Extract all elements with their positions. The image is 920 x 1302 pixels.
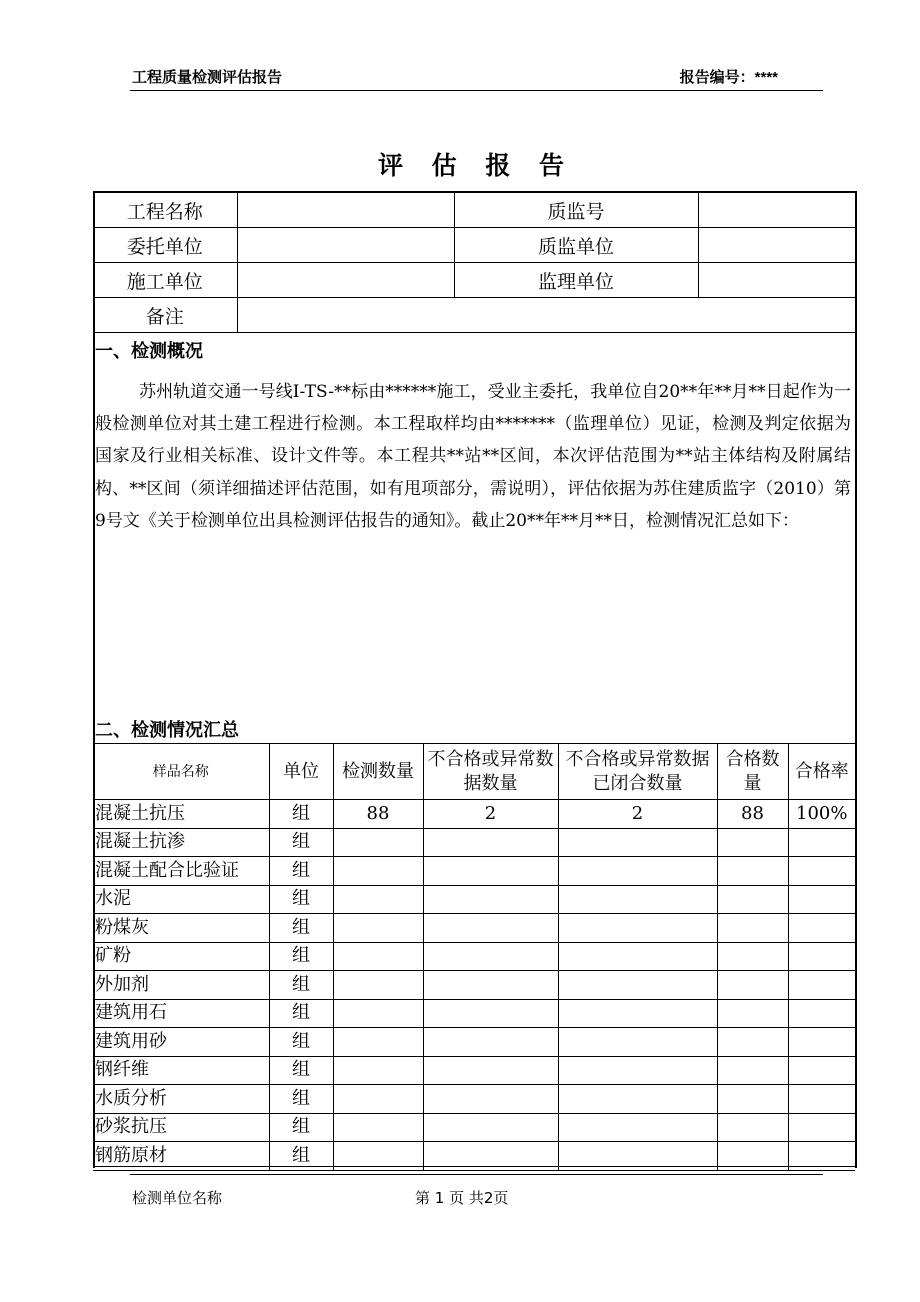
header-title: 工程质量检测评估报告 (132, 69, 283, 86)
cell-qualified (717, 999, 788, 1028)
info-label: 工程名称 (93, 193, 237, 228)
cell-closed (558, 914, 717, 943)
cell-tested (333, 971, 423, 1000)
cell-unit: 组 (269, 857, 333, 886)
cell-abnormal: 2 (423, 800, 558, 829)
info-label: 质监号 (454, 193, 698, 228)
cell-closed (558, 885, 717, 914)
cell-tested (333, 1142, 423, 1171)
cell-unit: 组 (269, 800, 333, 829)
column-header: 样品名称 (93, 744, 269, 800)
cell-rate (788, 1085, 855, 1114)
cell-unit: 组 (269, 828, 333, 857)
table-row (93, 942, 855, 971)
cell-abnormal (423, 1085, 558, 1114)
cell-qualified (717, 885, 788, 914)
cell-rate (788, 1056, 855, 1085)
cell-closed: 2 (558, 800, 717, 829)
cell-qualified (717, 1113, 788, 1142)
page-footer (130, 1174, 823, 1207)
cell-tested (333, 914, 423, 943)
cell-closed (558, 1085, 717, 1114)
cell-abnormal (423, 1056, 558, 1085)
report-number: 报告编号：**** (679, 69, 778, 86)
cell-qualified (717, 1028, 788, 1057)
info-row (93, 263, 855, 298)
client-value (237, 228, 454, 263)
cell-tested (333, 1085, 423, 1114)
info-row (93, 298, 855, 333)
cell-abnormal (423, 857, 558, 886)
cell-name: 砂浆抗压 (93, 1113, 269, 1142)
cell-name: 钢筋原材 (93, 1142, 269, 1171)
cell-abnormal (423, 942, 558, 971)
table-row (93, 800, 855, 829)
table-row (93, 857, 855, 886)
cell-closed (558, 1113, 717, 1142)
cell-unit: 组 (269, 1085, 333, 1114)
cell-abnormal (423, 1028, 558, 1057)
cell-abnormal (423, 1113, 558, 1142)
table-row (93, 885, 855, 914)
cell-rate (788, 1142, 855, 1171)
contractor-value (237, 263, 454, 298)
cell-rate (788, 1113, 855, 1142)
cell-closed (558, 828, 717, 857)
cell-name: 水质分析 (93, 1085, 269, 1114)
cell-tested (333, 1028, 423, 1057)
supervisor-value (698, 263, 855, 298)
table-row (93, 999, 855, 1028)
table-header-row (93, 744, 855, 800)
cell-abnormal (423, 1142, 558, 1171)
info-label: 委托单位 (93, 228, 237, 263)
info-label: 施工单位 (93, 263, 237, 298)
table-row (93, 1142, 855, 1171)
cell-name: 矿粉 (93, 942, 269, 971)
cell-name: 钢纤维 (93, 1056, 269, 1085)
cell-rate (788, 942, 855, 971)
cell-rate (788, 1028, 855, 1057)
cell-rate (788, 885, 855, 914)
cell-abnormal (423, 971, 558, 1000)
column-header: 检测数量 (333, 744, 423, 800)
cell-name: 外加剂 (93, 971, 269, 1000)
supervision-no-value (698, 193, 855, 228)
table-row (93, 828, 855, 857)
table-row (93, 1056, 855, 1085)
overview-text: 苏州轨道交通一号线I-TS-**标由******施工，受业主委托，我单位自20**年**月**日起作为一般检测单位对其土建工程进行检测。本工程取样均由*******（监理单位）见证，检测及判定依据为国家及行业相关标准、设计文件等。本工程共**站**区间，本次评估范围为**站主体结构及附属结构、**区间（须详细描述评估范围，如有甩项部分，需说明），评估依据为苏住建质监字（2010）第9号文《关于检测单位出具检测评估报告的通知》。截止20**年**月**日，检测情况汇总如下： (95, 382, 851, 531)
cell-tested: 88 (333, 800, 423, 829)
cell-unit: 组 (269, 1113, 333, 1142)
cell-closed (558, 999, 717, 1028)
cell-qualified (717, 942, 788, 971)
page-header (130, 62, 823, 91)
column-header: 不合格或异常数据已闭合数量 (558, 744, 717, 800)
info-row (93, 193, 855, 228)
cell-unit: 组 (269, 1028, 333, 1057)
cell-name: 粉煤灰 (93, 914, 269, 943)
cell-tested (333, 1056, 423, 1085)
cell-name: 水泥 (93, 885, 269, 914)
cell-unit: 组 (269, 942, 333, 971)
column-header: 合格率 (788, 744, 855, 800)
cell-closed (558, 942, 717, 971)
column-header: 不合格或异常数据数量 (423, 744, 558, 800)
cell-abnormal (423, 885, 558, 914)
cell-closed (558, 1142, 717, 1171)
info-label: 监理单位 (454, 263, 698, 298)
cell-abnormal (423, 914, 558, 943)
supervision-unit-value (698, 228, 855, 263)
cell-rate (788, 999, 855, 1028)
project-name-value (237, 193, 454, 228)
table-row (93, 1028, 855, 1057)
cell-rate: 100% (788, 800, 855, 829)
cell-name: 混凝土抗压 (93, 800, 269, 829)
info-label: 质监单位 (454, 228, 698, 263)
cell-rate (788, 971, 855, 1000)
cell-name: 建筑用砂 (93, 1028, 269, 1057)
section-heading: 一、检测概况 (95, 341, 203, 362)
cell-rate (788, 914, 855, 943)
column-header: 单位 (269, 744, 333, 800)
cell-closed (558, 1028, 717, 1057)
table-row (93, 971, 855, 1000)
document-title: 评 估 报 告 (377, 151, 575, 180)
cell-qualified (717, 914, 788, 943)
cell-qualified (717, 971, 788, 1000)
cell-unit: 组 (269, 971, 333, 1000)
cell-closed (558, 857, 717, 886)
cell-unit: 组 (269, 999, 333, 1028)
project-info-table (93, 193, 855, 333)
cell-tested (333, 857, 423, 886)
section-heading: 二、检测情况汇总 (95, 720, 239, 741)
cell-unit: 组 (269, 914, 333, 943)
cell-abnormal (423, 828, 558, 857)
cell-qualified (717, 1142, 788, 1171)
cell-rate (788, 828, 855, 857)
cell-qualified (717, 857, 788, 886)
cell-abnormal (423, 999, 558, 1028)
cell-tested (333, 999, 423, 1028)
cell-tested (333, 828, 423, 857)
cell-qualified: 88 (717, 800, 788, 829)
remark-value (237, 298, 855, 333)
cell-tested (333, 885, 423, 914)
inspection-summary-table (93, 743, 855, 1171)
cell-qualified (717, 1085, 788, 1114)
cell-tested (333, 942, 423, 971)
cell-name: 混凝土配合比验证 (93, 857, 269, 886)
cell-rate (788, 857, 855, 886)
info-label: 备注 (93, 298, 237, 333)
cell-qualified (717, 1056, 788, 1085)
cell-closed (558, 1056, 717, 1085)
cell-tested (333, 1113, 423, 1142)
cell-name: 混凝土抗渗 (93, 828, 269, 857)
column-header: 合格数量 (717, 744, 788, 800)
table-row (93, 914, 855, 943)
footer-org: 检测单位名称 (132, 1189, 223, 1207)
cell-name: 建筑用石 (93, 999, 269, 1028)
overview-paragraph (95, 376, 851, 537)
cell-unit: 组 (269, 1056, 333, 1085)
page-number: 第 1 页 共2页 (415, 1189, 509, 1207)
info-row (93, 228, 855, 263)
table-row (93, 1085, 855, 1114)
cell-unit: 组 (269, 885, 333, 914)
cell-unit: 组 (269, 1142, 333, 1171)
table-row (93, 1113, 855, 1142)
cell-closed (558, 971, 717, 1000)
cell-qualified (717, 828, 788, 857)
